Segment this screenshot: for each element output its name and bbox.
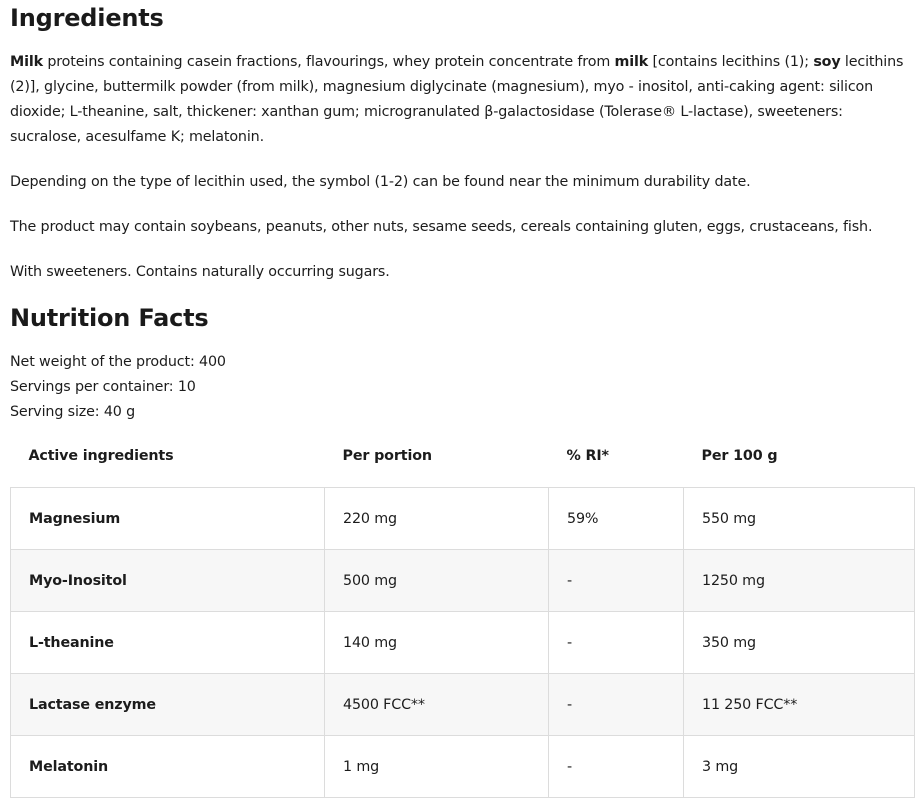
sweetener-note: With sweeteners. Contains naturally occurring sugars.: [10, 264, 390, 280]
ingredient-name: Magnesium: [11, 488, 325, 550]
lecithin-note: Depending on the type of lecithin used, the symbol (1-2) can be found near the minimum durability date.: [10, 174, 751, 190]
ingredient-name: L-theanine: [11, 612, 325, 674]
table-row: [11, 550, 915, 612]
column-header: Per 100 g: [701, 448, 778, 464]
ri-value: -: [549, 550, 684, 612]
per-100g-value: 350 mg: [684, 612, 915, 674]
serving-info: [10, 350, 914, 425]
allergen-warning: The product may contain soybeans, peanuts, other nuts, sesame seeds, cereals containing gluten, eggs, crustaceans, fish.: [10, 219, 873, 235]
table-header-row: [11, 425, 915, 488]
ri-value: -: [549, 736, 684, 798]
servings-per-container: Servings per container: 10: [10, 379, 196, 395]
per-100g-value: 3 mg: [684, 736, 915, 798]
per-portion-value: 1 mg: [325, 736, 549, 798]
ri-value: 59%: [549, 488, 684, 550]
per-portion-value: 140 mg: [325, 612, 549, 674]
per-100g-value: 550 mg: [684, 488, 915, 550]
serving-size: Serving size: 40 g: [10, 404, 136, 420]
ingredient-name: Lactase enzyme: [11, 674, 325, 736]
allergen-soy: soy: [813, 54, 841, 70]
net-weight: Net weight of the product: 400: [10, 354, 226, 370]
ingredient-name: Myo-Inositol: [11, 550, 325, 612]
per-portion-value: 500 mg: [325, 550, 549, 612]
column-header: Active ingredients: [28, 448, 174, 464]
allergen-milk: Milk: [10, 54, 43, 70]
ingredient-name: Melatonin: [11, 736, 325, 798]
nutrition-heading: Nutrition Facts: [10, 304, 209, 332]
table-row: [11, 612, 915, 674]
table-row: [11, 488, 915, 550]
column-header: Per portion: [342, 448, 432, 464]
per-100g-value: 1250 mg: [684, 550, 915, 612]
table-row: [11, 674, 915, 736]
table-row: [11, 736, 915, 798]
per-100g-value: 11 250 FCC**: [684, 674, 915, 736]
per-portion-value: 220 mg: [325, 488, 549, 550]
ri-value: -: [549, 674, 684, 736]
column-header: % RI*: [566, 448, 609, 464]
nutrition-table: [10, 425, 915, 798]
ingredients-list: Milk proteins containing casein fractions, flavourings, whey protein concentrate from milk [contains lecithins (1); soy lecithins (2)], glycine, buttermilk powder (from milk), magnesium diglycinate (magnesium), myo - inositol, anti-caking agent: silicon dioxide; L-theanine, salt, thickener: xanthan gum; microgranulated β-galactosidase (Tolerase® L-lactase), sweeteners: sucralose, acesulfame K; melatonin.: [10, 54, 904, 145]
ingredients-heading: Ingredients: [10, 4, 164, 32]
allergen-milk: milk: [614, 54, 649, 70]
ri-value: -: [549, 612, 684, 674]
per-portion-value: 4500 FCC**: [325, 674, 549, 736]
